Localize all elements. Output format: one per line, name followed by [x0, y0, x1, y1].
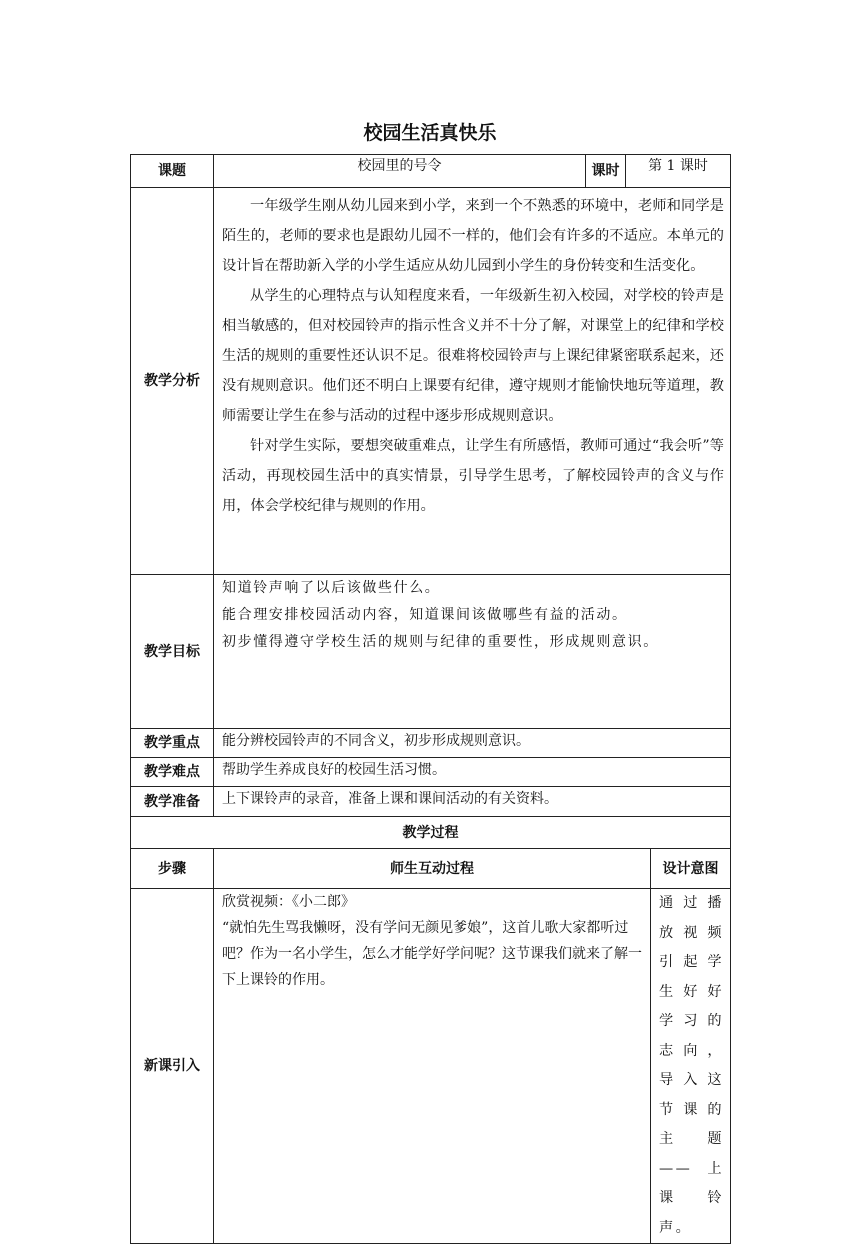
analysis-paragraph: 从学生的心理特点与认知程度来看，一年级新生初入校园，对学校的铃声是相当敏感的，但对校园铃声的指示性含义并不十分了解，对课堂上的纪律和学校生活的规则的重要性还认识不足。很难将校园铃声与上课纪律紧密联系起来，还没有规则意识。他们还不明白上课要有纪律，遵守规则才能愉快地玩等道理，教师需要让学生在参与活动的过程中逐步形成规则意识。 — [222, 288, 724, 424]
process-row — [131, 889, 731, 1244]
process-intent: 通过播放视频引起学生好好学习的志向，导入这节课的主题——上课铃声。 — [659, 895, 724, 1236]
period-label: 课时 — [586, 155, 626, 188]
analysis-paragraph: 针对学生实际，要想突破重难点，让学生有所感悟，教师可通过“我会听”等活动，再现校园生活中的真实情景，引导学生思考，了解校园铃声的含义与作用，体会学校纪律与规则的作用。 — [222, 438, 724, 514]
goals-content — [214, 575, 731, 729]
key-point-row — [131, 729, 731, 758]
process-intent-cell — [651, 889, 731, 1244]
column-header-interaction: 师生互动过程 — [214, 849, 651, 889]
topic-value: 校园里的号令 — [214, 155, 586, 188]
column-header-step: 步骤 — [131, 849, 214, 889]
analysis-content — [214, 188, 731, 575]
topic-label: 课题 — [131, 155, 214, 188]
process-header-row — [131, 849, 731, 889]
difficulty-value: 帮助学生养成良好的校园生活习惯。 — [214, 758, 731, 787]
preparation-value: 上下课铃声的录音，准备上课和课间活动的有关资料。 — [214, 787, 731, 817]
period-value: 第 1 课时 — [626, 155, 731, 188]
topic-row — [131, 155, 731, 188]
analysis-label: 教学分析 — [131, 188, 214, 575]
column-header-intent: 设计意图 — [651, 849, 731, 889]
lesson-plan-table — [130, 154, 731, 1244]
process-section-title: 教学过程 — [131, 817, 731, 849]
key-point-label: 教学重点 — [131, 729, 214, 758]
process-interaction-line: “就怕先生骂我懒呀，没有学问无颜见爹娘”，这首儿歌大家都听过吧？作为一名小学生，怎么才能学好学问呢？这节课我们就来了解一下上课铃的作用。 — [222, 920, 642, 988]
key-point-value: 能分辨校园铃声的不同含义，初步形成规则意识。 — [214, 729, 731, 758]
difficulty-row — [131, 758, 731, 787]
goal-item: 初步懂得遵守学校生活的规则与纪律的重要性，形成规则意识。 — [222, 634, 659, 650]
difficulty-label: 教学难点 — [131, 758, 214, 787]
process-step: 新课引入 — [131, 889, 214, 1244]
process-interaction-line: 欣赏视频：《小二郎》 — [222, 894, 355, 910]
process-interaction — [214, 889, 651, 1244]
analysis-row — [131, 188, 731, 575]
document-title: 校园生活真快乐 — [363, 122, 497, 144]
goal-item: 知道铃声响了以后该做些什么。 — [222, 580, 441, 596]
preparation-row — [131, 787, 731, 817]
process-title-row — [131, 817, 731, 849]
goal-item: 能合理安排校园活动内容，知道课间该做哪些有益的活动。 — [222, 607, 628, 623]
preparation-label: 教学准备 — [131, 787, 214, 817]
goals-label: 教学目标 — [131, 575, 214, 729]
goals-row — [131, 575, 731, 729]
analysis-paragraph: 一年级学生刚从幼儿园来到小学，来到一个不熟悉的环境中，老师和同学是陌生的，老师的要求也是跟幼儿园不一样的，他们会有许多的不适应。本单元的设计旨在帮助新入学的小学生适应从幼儿园到小学生的身份转变和生活变化。 — [222, 198, 724, 274]
